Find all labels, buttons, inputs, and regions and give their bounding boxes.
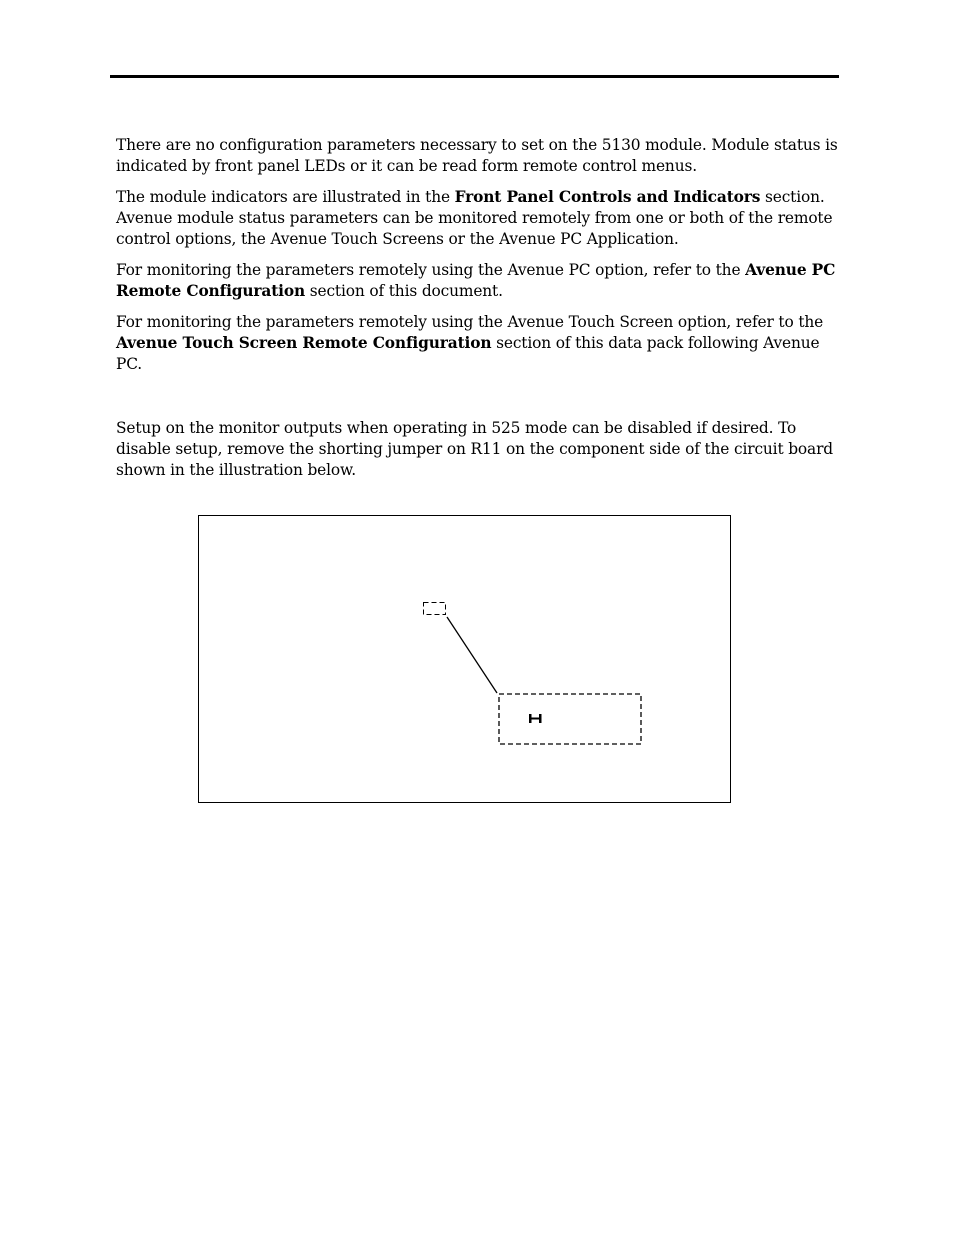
- paragraph-avenue-touch-screen: [116, 312, 840, 375]
- r11-location-marker: [424, 603, 446, 615]
- paragraph-config-none: There are no configuration parameters necessary to set on the 5130 module. Module status is indicated by front panel LEDs or it can be read form remote control menus.: [116, 136, 838, 175]
- paragraph-setup-disable: Setup on the monitor outputs when operating in 525 mode can be disabled if desired. To disable setup, remove the shorting jumper on R11 on the component side of the circuit board shown in the illustration below.: [116, 419, 833, 479]
- paragraph-avenue-pc: [116, 260, 840, 302]
- circuit-board-illustration: [198, 515, 731, 803]
- link-front-panel-controls: Front Panel Controls and Indicators: [454, 188, 761, 206]
- header-rule: [110, 75, 839, 78]
- jumper-detail-callout: [499, 694, 641, 744]
- link-touch-screen-config: Avenue Touch Screen Remote Configuration: [116, 334, 492, 352]
- setup-section: [116, 418, 840, 491]
- jumper-icon: [529, 714, 542, 723]
- p4-text-before: For monitoring the parameters remotely using the Avenue Touch Screen option, refer to the: [116, 313, 833, 331]
- callout-leader-line: [447, 617, 497, 693]
- p4-text-after: section of this data pack following Avenue PC.: [116, 334, 825, 373]
- configuration-section: [116, 135, 840, 385]
- paragraph-module-indicators: [116, 187, 840, 250]
- p3-text-before: For monitoring the parameters remotely using the Avenue PC option, refer to the: [116, 261, 746, 279]
- p2-text-after: section. Avenue module status parameters can be monitored remotely from one or both of the remote control options, the Avenue Touch Screens or the Avenue PC Application.: [116, 188, 833, 248]
- p3-text-after: section of this document.: [305, 282, 503, 300]
- link-avenue-pc-config: Avenue PC Remote Configuration: [116, 261, 836, 300]
- circuit-board-svg: [199, 516, 732, 804]
- p2-text-before: The module indicators are illustrated in the: [116, 188, 455, 206]
